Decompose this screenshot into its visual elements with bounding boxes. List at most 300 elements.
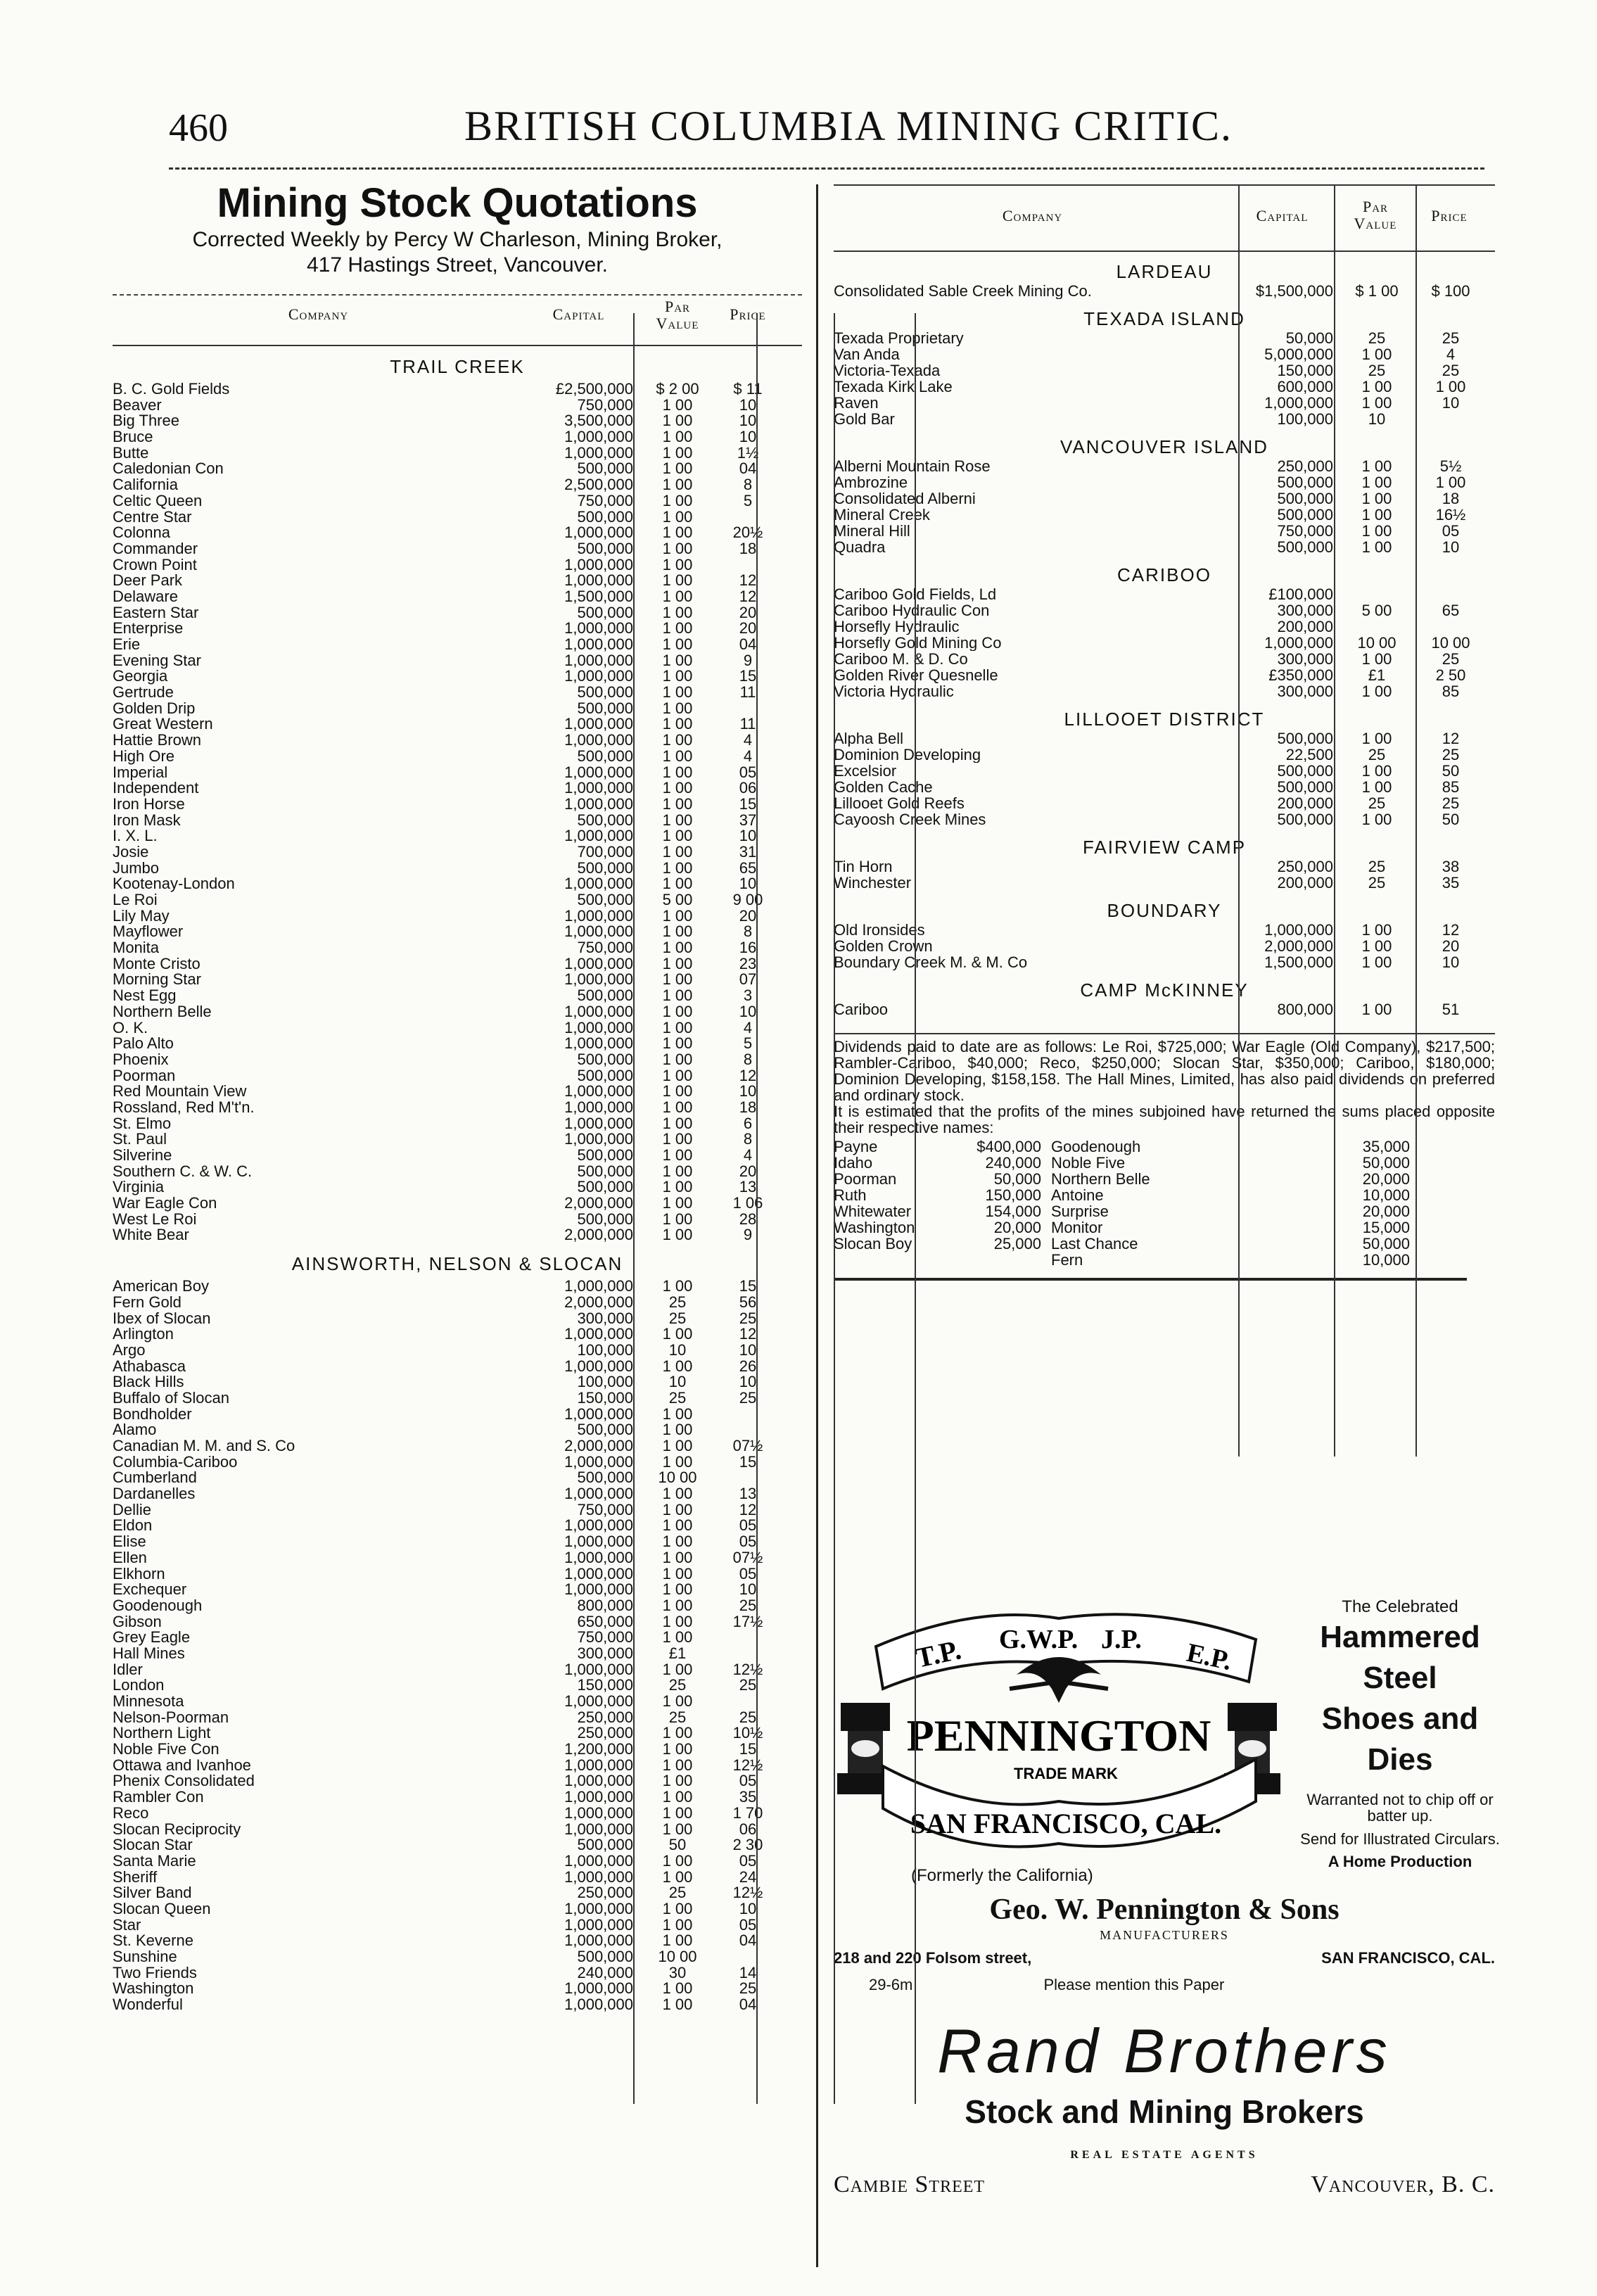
ad-company-name: Geo. W. Pennington & Sons — [989, 1894, 1340, 1926]
par-value: 25 — [1368, 794, 1386, 812]
capital-value: 1,000,000 — [564, 1548, 633, 1566]
par-value: 1 00 — [1361, 506, 1392, 524]
par-value: 1 00 — [1361, 490, 1392, 507]
table-row — [113, 892, 802, 908]
table-row — [834, 1155, 1495, 1171]
capital-value: 1,000,000 — [564, 571, 633, 590]
capital-value: 650,000 — [577, 1612, 633, 1630]
table-row — [113, 1901, 802, 1917]
price-value: 51 — [1442, 1001, 1460, 1018]
table-row — [834, 395, 1495, 411]
price-value: 12 — [1442, 730, 1460, 747]
par-value: 1 00 — [662, 1851, 693, 1870]
company-name: Black Hills — [113, 1374, 184, 1390]
par-value: 1 00 — [662, 1660, 693, 1678]
company-name: Two Friends — [113, 1965, 197, 1981]
capital-column-header: Capital — [1256, 207, 1309, 224]
company-name: Goodenough — [113, 1597, 203, 1614]
price-value: 12½ — [732, 1756, 763, 1774]
table-row — [113, 1179, 802, 1195]
table-row — [113, 1646, 802, 1662]
capital-value: 1,000,000 — [564, 970, 633, 989]
mine-name: Slocan Boy — [834, 1235, 912, 1252]
company-name: Rossland, Red M't'n. — [113, 1099, 255, 1116]
par-value: 1 00 — [662, 1596, 693, 1614]
table-row — [113, 668, 802, 685]
price-value: 04 — [739, 635, 757, 653]
ad-manufacturers: MANUFACTURERS — [1100, 1928, 1229, 1942]
par-value: 1 00 — [662, 1050, 693, 1068]
par-value: 1 00 — [662, 1034, 693, 1053]
table-row — [834, 811, 1495, 827]
table-row — [113, 1438, 802, 1454]
capital-value: 3,500,000 — [564, 412, 633, 430]
par-value: 1 00 — [662, 1692, 693, 1710]
capital-value: 1,000,000 — [564, 1756, 633, 1774]
price-value: 15 — [739, 1277, 757, 1295]
table-row — [113, 429, 802, 445]
rand-brothers-advertisement — [834, 2012, 1495, 2266]
capital-value: 1,000,000 — [564, 1130, 633, 1148]
rand-title: Rand Brothers — [937, 2016, 1392, 2086]
table-row — [113, 1390, 802, 1407]
mine-return — [957, 1252, 1051, 1268]
price-value: 07½ — [732, 1437, 763, 1454]
capital-value: 1,000,000 — [564, 1788, 633, 1806]
capital-value: 1,000,000 — [1264, 634, 1333, 652]
par-value: 1 00 — [662, 1162, 693, 1180]
rand-city: Vancouver, B. C. — [1311, 2171, 1495, 2197]
company-name: Jumbo — [113, 860, 160, 877]
table-row — [113, 605, 802, 621]
capital-value: 1,000,000 — [564, 1979, 633, 1998]
table-row — [113, 461, 802, 477]
table-row — [834, 283, 1495, 299]
capital-value: 750,000 — [577, 1500, 633, 1518]
par-value: 1 00 — [1361, 778, 1392, 796]
table-row — [834, 954, 1495, 970]
banner-letter: E.P. — [1184, 1637, 1235, 1677]
company-name: Monita — [113, 940, 160, 956]
company-name: Phoenix — [113, 1051, 169, 1068]
capital-value: 240,000 — [577, 1963, 633, 1981]
table-row — [834, 763, 1495, 779]
price-value: 10 — [739, 428, 757, 446]
capital-value: 750,000 — [577, 395, 633, 414]
capital-column-header: Capital — [552, 305, 605, 323]
capital-value: 1,000,000 — [564, 1018, 633, 1036]
table-row — [113, 1773, 802, 1789]
price-value: 38 — [1442, 858, 1460, 875]
company-name: Old Ironsides — [834, 922, 925, 938]
capital-value: 150,000 — [1277, 362, 1333, 379]
company-name: Bondholder — [113, 1406, 192, 1423]
company-name: Wonderful — [113, 1997, 183, 2013]
table-row — [834, 330, 1495, 346]
price-value: 16½ — [1435, 506, 1466, 524]
price-value: 10 — [1442, 538, 1460, 556]
par-value: 1 00 — [662, 906, 693, 925]
price-value: 13 — [739, 1178, 757, 1196]
price-value: 25 — [1442, 746, 1460, 763]
par-value: £1 — [1368, 666, 1386, 684]
par-value: 1 00 — [662, 1066, 693, 1084]
capital-value: 50,000 — [1285, 329, 1333, 347]
mine-name: Surprise — [1051, 1203, 1109, 1220]
mine-name: Payne — [834, 1138, 878, 1155]
company-name: Van Anda — [834, 346, 900, 362]
capital-value: 500,000 — [577, 1066, 633, 1084]
price-value: 31 — [739, 842, 757, 861]
ad-celebrated: The Celebrated — [1342, 1597, 1458, 1616]
table-row — [113, 525, 802, 541]
company-name: Canadian M. M. and S. Co — [113, 1438, 295, 1454]
table-row — [834, 730, 1495, 747]
price-value: 18 — [1442, 490, 1460, 507]
column-divider — [816, 184, 818, 2267]
company-name: Buffalo of Slocan — [113, 1390, 229, 1407]
par-value: 10 — [668, 1340, 687, 1359]
price-value: 20½ — [732, 524, 763, 542]
company-name: Dardanelles — [113, 1486, 196, 1502]
company-name: Georgia — [113, 668, 168, 685]
capital-value: 500,000 — [1277, 506, 1333, 524]
mine-return: 20,000 — [1362, 1203, 1410, 1220]
capital-value: 500,000 — [577, 1469, 633, 1487]
price-value: 20 — [739, 1162, 757, 1180]
ad-home-production: A Home Production — [1328, 1853, 1472, 1870]
company-name: St. Keverne — [113, 1933, 193, 1949]
price-value — [709, 701, 787, 717]
par-value: 1 00 — [662, 922, 693, 941]
table-row — [113, 732, 802, 749]
ad-product-text — [1298, 1597, 1502, 1871]
par-value: 25 — [1368, 746, 1386, 763]
table-row — [113, 1326, 802, 1343]
par-value: 1 00 — [662, 1899, 693, 1917]
company-name: Mayflower — [113, 924, 184, 941]
company-name: Caledonian Con — [113, 461, 224, 478]
ad-address — [834, 1949, 1495, 1967]
capital-value: 500,000 — [1277, 490, 1333, 507]
price-value — [709, 557, 787, 573]
company-name: Elkhorn — [113, 1566, 165, 1583]
table-row — [113, 573, 802, 589]
par-value: 1 00 — [662, 1357, 693, 1375]
company-name: Erie — [113, 637, 141, 653]
capital-value: 1,000,000 — [1264, 394, 1333, 412]
table-row — [113, 1212, 802, 1228]
company-name: Evening Star — [113, 652, 201, 669]
company-name: High Ore — [113, 748, 175, 765]
section-heading: CARIBOO — [1117, 564, 1211, 585]
par-value: 1 00 — [662, 1516, 693, 1535]
mine-return: 10,000 — [1362, 1251, 1410, 1269]
table-row — [113, 1036, 802, 1052]
table-row — [834, 1203, 1495, 1219]
company-name: Enterprise — [113, 621, 184, 637]
table-row — [113, 1084, 802, 1100]
company-name: Texada Kirk Lake — [834, 379, 953, 395]
table-row — [834, 1219, 1495, 1236]
price-value: 56 — [739, 1293, 757, 1311]
par-value: 1 00 — [662, 443, 693, 462]
table-row — [113, 1981, 802, 1997]
table-row — [113, 1279, 802, 1295]
company-name: Raven — [834, 395, 879, 411]
capital-value: 1,000,000 — [564, 827, 633, 845]
capital-value: 750,000 — [577, 491, 633, 509]
mine-name: Noble Five — [1051, 1154, 1126, 1172]
price-value — [709, 1422, 787, 1438]
table-row — [113, 876, 802, 892]
price-value: 9 00 — [732, 891, 763, 908]
par-value: 1 00 — [662, 1226, 693, 1244]
price-value: 6 — [743, 1114, 753, 1132]
table-row — [113, 653, 802, 669]
company-name: Alamo — [113, 1422, 157, 1438]
company-name: Celtic Queen — [113, 493, 203, 509]
rand-address — [834, 2171, 1495, 2198]
table-row — [834, 1001, 1495, 1017]
mine-return: 35,000 — [1362, 1138, 1410, 1155]
price-value: 10 — [739, 875, 757, 893]
par-value: 1 00 — [662, 1404, 693, 1423]
quotations-title: Mining Stock Quotations — [217, 180, 698, 226]
company-name: Lily May — [113, 908, 170, 925]
capital-value: 600,000 — [1277, 378, 1333, 395]
capital-value: 500,000 — [577, 811, 633, 829]
capital-value: 1,000,000 — [564, 875, 633, 893]
capital-value: 1,000,000 — [564, 1580, 633, 1599]
price-value: 24 — [739, 1867, 757, 1886]
capital-value: 1,000,000 — [564, 1357, 633, 1375]
capital-value: 1,000,000 — [564, 1034, 633, 1053]
mine-name: Last Chance — [1051, 1235, 1138, 1252]
table-row — [113, 1374, 802, 1390]
section-heading: AINSWORTH, NELSON & SLOCAN — [291, 1253, 623, 1275]
column-rule — [1334, 184, 1335, 1457]
price-value: 4 — [743, 1018, 753, 1036]
section-rule — [834, 1278, 1467, 1281]
table-row — [113, 1340, 802, 1359]
table-row — [113, 1965, 802, 1981]
capital-value: 1,000,000 — [564, 763, 633, 781]
capital-value: 1,000,000 — [564, 1996, 633, 2014]
capital-value: 1,000,000 — [564, 1277, 633, 1295]
price-value: 65 — [739, 858, 757, 877]
company-name: Cumberland — [113, 1470, 197, 1487]
table-row — [834, 747, 1495, 763]
par-value: 1 00 — [1361, 762, 1392, 780]
table-row — [113, 1116, 802, 1132]
price-value: 26 — [739, 1357, 757, 1375]
par-value: 1 00 — [662, 970, 693, 989]
capital-value: 150,000 — [577, 1388, 633, 1407]
mine-return: 25,000 — [993, 1235, 1041, 1252]
par-value: 10 — [668, 1373, 687, 1391]
table-row — [834, 586, 1495, 602]
company-name: Cariboo Hydraulic Con — [834, 602, 990, 619]
company-name: Excelsior — [834, 763, 897, 779]
par-value — [1342, 586, 1412, 602]
capital-value: 1,000,000 — [564, 1803, 633, 1822]
table-row — [113, 1997, 802, 2013]
price-value — [709, 1470, 787, 1486]
company-name: Palo Alto — [113, 1036, 174, 1052]
company-name: Consolidated Alberni — [834, 490, 976, 507]
company-name: O. K. — [113, 1020, 148, 1036]
table-row — [834, 602, 1495, 619]
company-name: Golden Drip — [113, 700, 196, 717]
price-value: 4 — [743, 731, 753, 749]
table-row — [834, 523, 1495, 539]
table-row — [113, 924, 802, 940]
table-row — [113, 1630, 802, 1646]
capital-value: 1,000,000 — [564, 619, 633, 638]
price-value: 10 — [739, 412, 757, 430]
capital-value: 300,000 — [1277, 650, 1333, 668]
table-row — [113, 780, 802, 797]
par-value: 1 00 — [662, 1500, 693, 1518]
par-value: 1 00 — [662, 587, 693, 605]
price-value: 20 — [739, 619, 757, 638]
table-row — [113, 1742, 802, 1758]
capital-value: 1,000,000 — [564, 1485, 633, 1503]
table-row — [113, 716, 802, 732]
mine-return: 50,000 — [1362, 1154, 1410, 1172]
table-row — [113, 1004, 802, 1020]
capital-value: 1,000,000 — [564, 1867, 633, 1886]
pennington-logo — [834, 1597, 1284, 1865]
price-column-header: Price — [1431, 207, 1468, 224]
company-name: B. C. Gold Fields — [113, 381, 230, 398]
table-row — [113, 1227, 802, 1243]
company-name: Kootenay-London — [113, 876, 235, 892]
company-name: Northern Belle — [113, 1003, 212, 1020]
company-name: Silver Band — [113, 1885, 192, 1901]
price-value: 2 30 — [732, 1836, 763, 1854]
price-value: 18 — [739, 539, 757, 557]
company-name: Delaware — [113, 588, 178, 605]
par-value: 1 00 — [662, 1485, 693, 1503]
table-row — [113, 1052, 802, 1068]
par-value: 1 00 — [662, 954, 693, 972]
par-value: 1 00 — [662, 524, 693, 542]
par-value: 1 00 — [662, 811, 693, 829]
page-number: 460 — [169, 106, 228, 150]
table-row — [113, 1131, 802, 1148]
capital-value: 1,000,000 — [564, 954, 633, 972]
company-name: Santa Marie — [113, 1853, 196, 1870]
par-value: 1 00 — [662, 827, 693, 845]
price-value: 8 — [743, 1050, 753, 1068]
table-row — [113, 1454, 802, 1471]
par-value: 1 00 — [662, 1820, 693, 1838]
par-value: 10 00 — [658, 1948, 697, 1965]
company-name: Fern Gold — [113, 1294, 182, 1311]
company-name: Ibex of Slocan — [113, 1310, 211, 1327]
par-value: 25 — [1368, 858, 1386, 875]
price-value: 04 — [739, 459, 757, 478]
section-heading: LILLOOET DISTRICT — [1064, 709, 1265, 730]
company-name: Ottawa and Ivanhoe — [113, 1757, 251, 1774]
capital-value: £100,000 — [1268, 585, 1333, 603]
par-value: 1 00 — [662, 1114, 693, 1132]
company-name: Crown Point — [113, 557, 197, 573]
price-value: 04 — [739, 1932, 757, 1950]
table-row — [113, 1486, 802, 1502]
par-value: 1 00 — [662, 1002, 693, 1020]
capital-value: 1,000,000 — [564, 428, 633, 446]
price-value: 10 — [739, 827, 757, 845]
company-name: Slocan Queen — [113, 1901, 211, 1917]
capital-value: 250,000 — [1277, 858, 1333, 875]
ad-headline-2: Shoes and Dies — [1321, 1701, 1479, 1777]
capital-value: 500,000 — [577, 1050, 633, 1068]
table-row — [834, 651, 1495, 667]
par-value: 1 00 — [1361, 730, 1392, 747]
price-value: 25 — [739, 1676, 757, 1694]
capital-value: 2,000,000 — [564, 1437, 633, 1454]
company-name: Eldon — [113, 1518, 153, 1535]
banner-letter: J.P. — [1101, 1625, 1142, 1654]
price-value — [1412, 619, 1489, 635]
price-value: 5½ — [1439, 457, 1462, 475]
table-row — [113, 1837, 802, 1853]
table-row — [113, 1789, 802, 1806]
capital-value: 1,000,000 — [564, 1660, 633, 1678]
mine-return: $400,000 — [976, 1138, 1041, 1155]
capital-value: 500,000 — [577, 539, 633, 557]
mine-name — [834, 1252, 957, 1268]
par-value: 1 00 — [662, 1146, 693, 1164]
table-row — [113, 1566, 802, 1583]
company-name: Virginia — [113, 1179, 164, 1196]
table-row — [113, 381, 802, 398]
price-value — [709, 1630, 787, 1646]
par-value: 25 — [668, 1708, 687, 1726]
price-value: 20 — [1442, 937, 1460, 955]
table-row — [113, 844, 802, 861]
table-row — [113, 1295, 802, 1311]
price-value — [709, 1646, 787, 1662]
price-value: 15 — [739, 1452, 757, 1471]
table-row — [113, 1100, 802, 1116]
section-heading: LARDEAU — [1116, 261, 1213, 282]
capital-value: 250,000 — [577, 1708, 633, 1726]
price-value: 35 — [1442, 874, 1460, 892]
section-heading: TEXADA ISLAND — [1083, 308, 1245, 329]
company-name: Centre Star — [113, 509, 192, 526]
par-value: 1 00 — [662, 1932, 693, 1950]
table-row — [834, 1139, 1495, 1155]
rand-real-estate: REAL ESTATE AGENTS — [1070, 2149, 1259, 2161]
par-value: 1 00 — [662, 1533, 693, 1551]
par-value: 1 00 — [662, 1018, 693, 1036]
par-value: 5 00 — [1361, 602, 1392, 619]
price-value: 12 — [739, 1066, 757, 1084]
capital-value: 200,000 — [1277, 874, 1333, 892]
rand-street: Cambie Street — [834, 2171, 986, 2197]
mine-name: Fern — [1051, 1251, 1083, 1269]
mine-name: Poorman — [834, 1170, 897, 1188]
capital-value: 500,000 — [577, 1162, 633, 1180]
par-value: 1 00 — [1361, 345, 1392, 363]
capital-value: 500,000 — [1277, 538, 1333, 556]
company-name: Josie — [113, 844, 149, 861]
capital-value: 1,000,000 — [564, 1932, 633, 1950]
